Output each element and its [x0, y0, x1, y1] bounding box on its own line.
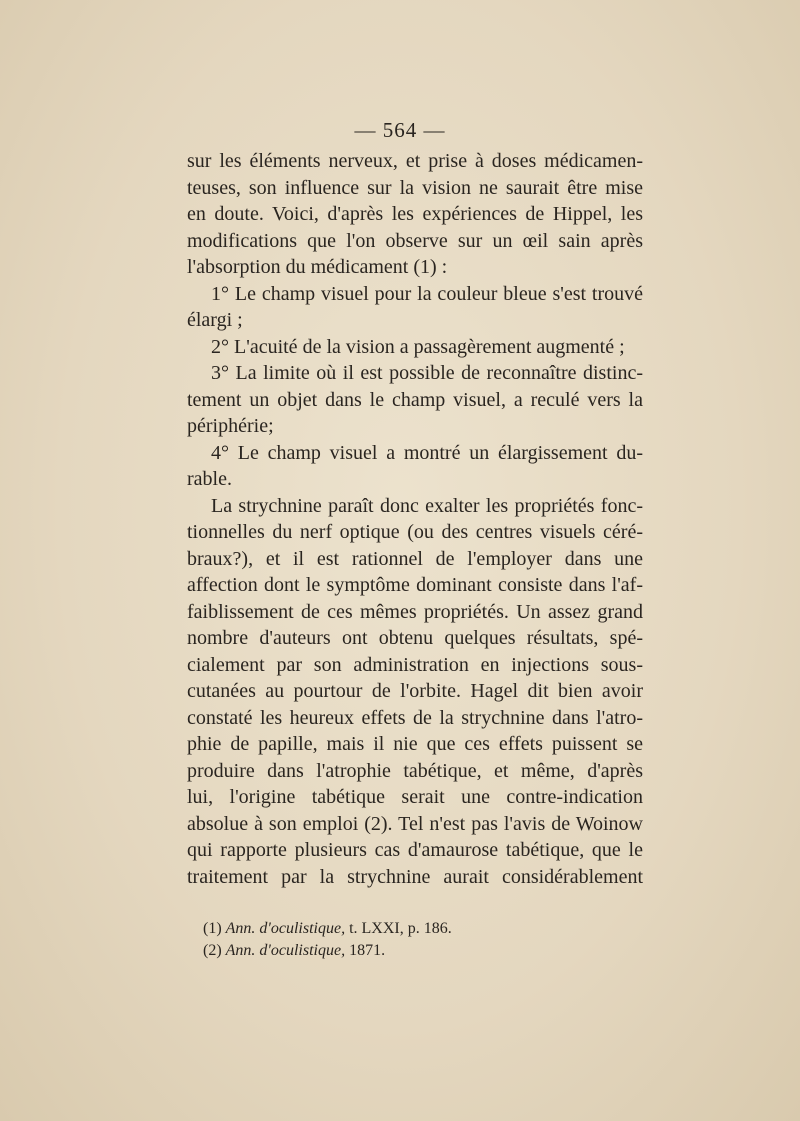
text-line: traitement par la strychnine aurait considérablement: [187, 865, 643, 888]
text-line: affection dont le symptôme dominant consiste dans l'af-: [187, 574, 643, 596]
footnote-source: Ann. d'oculistique,: [225, 920, 346, 937]
text-line: élargi ;: [187, 309, 243, 331]
page-number: — 564 —: [354, 118, 446, 142]
text-line: cialement par son administration en injections sous-: [187, 653, 643, 676]
list-item-3: 3° La limite où il est possible de reconnaître distinc-: [211, 362, 643, 384]
text-line: cutanées au pourtour de l'orbite. Hagel dit bien avoir: [187, 680, 643, 702]
paragraph-start: La strychnine paraît donc exalter les propriétés fonc-: [211, 494, 643, 517]
text-line: rable.: [187, 468, 232, 490]
text-line: tement un objet dans le champ visuel, a reculé vers la: [187, 388, 643, 411]
text-line: faiblissement de ces mêmes propriétés. Un assez grand: [187, 600, 643, 623]
text-line: phie de papille, mais il nie que ces effets puissent se: [187, 733, 643, 755]
footnote-citation: t. LXXI, p. 186.: [349, 920, 452, 937]
text-line: sur les éléments nerveux, et prise à doses médicamen-: [187, 150, 643, 172]
text-line: braux?), et il est rationnel de l'employer dans une: [187, 547, 643, 570]
text-line: lui, l'origine tabétique serait une contre-indication: [187, 786, 643, 808]
list-item-1: 1° Le champ visuel pour la couleur bleue s'est trouvé: [211, 282, 643, 305]
text-line: constaté les heureux effets de la strychnine dans l'atro-: [187, 706, 643, 729]
footnote-mark: (2): [203, 942, 222, 959]
text-line: en doute. Voici, d'après les expériences de Hippel, les: [187, 203, 643, 225]
footnote-mark: (1): [203, 920, 222, 937]
footnote-citation: 1871.: [349, 942, 386, 959]
text-line: l'absorption du médicament (1) :: [187, 256, 448, 278]
footnote-source: Ann. d'oculistique,: [225, 942, 346, 959]
body-text: [187, 148, 643, 890]
text-line: produire dans l'atrophie tabétique, et même, d'après: [187, 759, 643, 782]
text-line: modifications que l'on observe sur un œil sain après: [187, 229, 643, 252]
text-line: tionnelles du nerf optique (ou des centres visuels céré-: [187, 521, 643, 543]
footnote-1: [203, 918, 623, 940]
footnote-2: [203, 940, 623, 962]
text-line: teuses, son influence sur la vision ne saurait être mise: [187, 176, 643, 199]
text-line: absolue à son emploi (2). Tel n'est pas l'avis de Woinow: [187, 812, 643, 835]
text-line: périphérie;: [187, 415, 274, 437]
list-item-2: 2° L'acuité de la vision a passagèrement augmenté ;: [211, 335, 625, 358]
text-line: qui rapporte plusieurs cas d'amaurose tabétique, que le: [187, 839, 643, 861]
text-line: nombre d'auteurs ont obtenu quelques résultats, spé-: [187, 627, 643, 649]
list-item-4: 4° Le champ visuel a montré un élargissement du-: [211, 441, 643, 464]
footnotes: [203, 918, 623, 962]
